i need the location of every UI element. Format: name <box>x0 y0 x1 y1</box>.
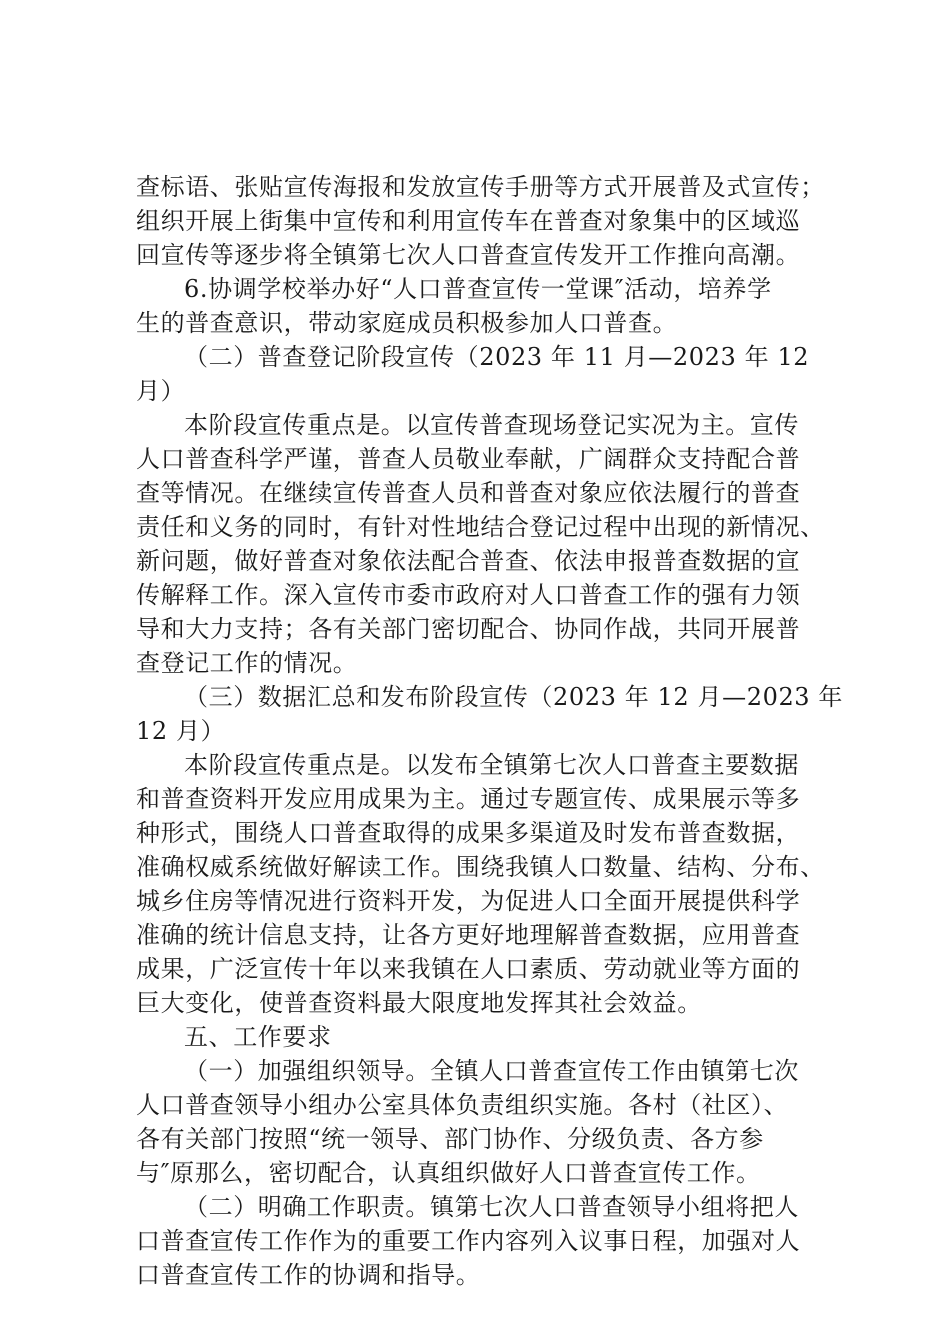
text-line: （二）明确工作职责。镇第七次人口普查领导小组将把人 <box>184 1193 799 1221</box>
text-line: 回宣传等逐步将全镇第七次人口普查宣传发开工作推向高潮。 <box>136 241 801 269</box>
text-line: 人口普查科学严谨，普查人员敬业奉献，广阔群众支持配合普 <box>136 445 801 473</box>
text-line: 查标语、张贴宣传海报和发放宣传手册等方式开展普及式宣传； <box>136 173 825 201</box>
text-line: 导和大力支持；各有关部门密切配合、协同作战，共同开展普 <box>136 615 801 643</box>
text-line: 6.协调学校举办好“人口普查宣传一堂课″活动，培养学 <box>184 275 772 303</box>
text-line: 各有关部门按照“统一领导、部门协作、分级负责、各方参 <box>136 1125 764 1153</box>
text-line: （二）普查登记阶段宣传（2023 年 11 月—2023 年 12 <box>184 343 810 371</box>
text-line: 城乡住房等情况进行资料开发，为促进人口全面开展提供科学 <box>136 887 801 915</box>
text-line: 巨大变化，使普查资料最大限度地发挥其社会效益。 <box>136 989 702 1017</box>
text-line: 种形式，围绕人口普查取得的成果多渠道及时发布普查数据， <box>136 819 801 847</box>
text-line: 成果，广泛宣传十年以来我镇在人口素质、劳动就业等方面的 <box>136 955 801 983</box>
text-line: 五、工作要求 <box>184 1023 332 1051</box>
text-line: 和普查资料开发应用成果为主。通过专题宣传、成果展示等多 <box>136 785 801 813</box>
text-line: 本阶段宣传重点是。以宣传普查现场登记实况为主。宣传 <box>184 411 799 439</box>
text-line: 责任和义务的同时，有针对性地结合登记过程中出现的新情况、 <box>136 513 825 541</box>
text-line: （一）加强组织领导。全镇人口普查宣传工作由镇第七次 <box>184 1057 799 1085</box>
text-line: 查登记工作的情况。 <box>136 649 358 677</box>
text-line: 准确的统计信息支持，让各方更好地理解普查数据，应用普查 <box>136 921 801 949</box>
text-line: 12 月） <box>136 717 226 745</box>
text-line: 月） <box>136 377 186 405</box>
text-line: 准确权威系统做好解读工作。围绕我镇人口数量、结构、分布、 <box>136 853 825 881</box>
text-line: 口普查宣传工作作为的重要工作内容列入议事日程，加强对人 <box>136 1227 801 1255</box>
text-line: 口普查宣传工作的协调和指导。 <box>136 1261 481 1289</box>
text-line: 生的普查意识，带动家庭成员积极参加人口普查。 <box>136 309 678 337</box>
text-line: （三）数据汇总和发布阶段宣传（2023 年 12 月—2023 年 <box>184 683 844 711</box>
text-line: 人口普查领导小组办公室具体负责组织实施。各村（社区）、 <box>136 1091 789 1119</box>
text-line: 本阶段宣传重点是。以发布全镇第七次人口普查主要数据 <box>184 751 799 779</box>
text-line: 组织开展上街集中宣传和利用宣传车在普查对象集中的区域巡 <box>136 207 801 235</box>
document-body <box>136 170 844 1292</box>
text-line: 与″原那么，密切配合，认真组织做好人口普查宣传工作。 <box>136 1159 761 1187</box>
text-line: 新问题，做好普查对象依法配合普查、依法申报普查数据的宣 <box>136 547 801 575</box>
text-line: 查等情况。在继续宣传普查人员和普查对象应依法履行的普查 <box>136 479 801 507</box>
text-line: 传解释工作。深入宣传市委市政府对人口普查工作的强有力领 <box>136 581 801 609</box>
